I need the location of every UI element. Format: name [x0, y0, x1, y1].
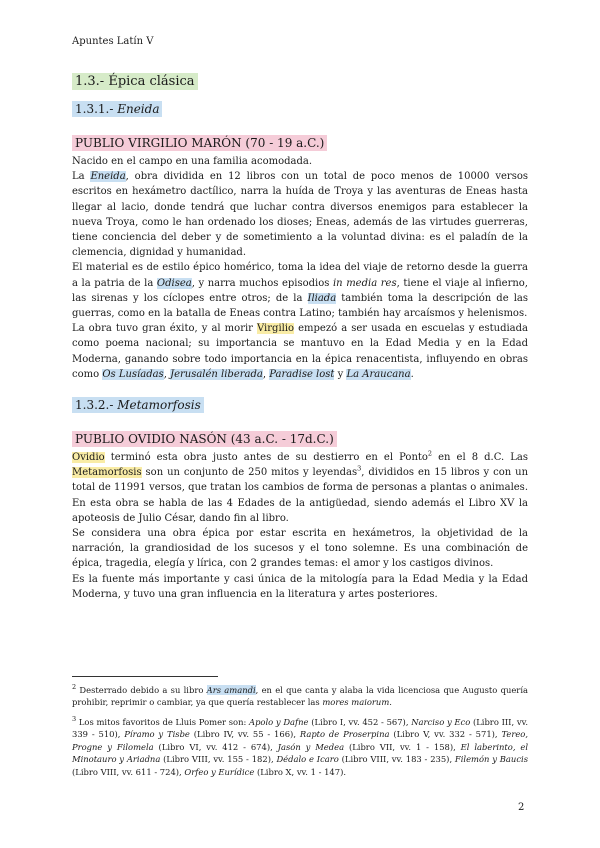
work-title-la-araucana: La Araucana [346, 368, 411, 380]
subsection-heading-metamorfosis [72, 397, 204, 413]
footnote-2: $^2$ Desterrado debido a su libro Ars amandi, en el que canta y alaba la vida licenciosa que Augusto quería prohibir, reprimir o cambiar, ya que quería restablecer las mores maiorum. [72, 683, 528, 708]
work-title-paradise-lost: Paradise lost [269, 368, 335, 380]
myth-filemon-y-baucis: Filemón y Baucis [454, 754, 528, 765]
paragraph-metamorfosis-genre: Se considera una obra épica por estar escrita en hexámetros, la objetividad de la narración, la grandiosidad de los sucesos y el tono solemne. Es una combinación de épica, tragedia, elegía y lírica, con 2 grandes temas: el amor y los castigos divinos. [72, 528, 528, 570]
name-ovidio: Ovidio [72, 452, 105, 464]
paragraph-eneida-summary: La Eneida, obra dividida en 12 libros con un total de poco menos de 10000 versos escritos en hexámetro dactílico, narra la huída de Troya y las aventuras de Eneas hasta llegar al lacio, donde tendrá que luchar contra diversos enemigos para establecer la nueva Troya, como le han ordenado los dioses; Eneas, además de las virtudes guerreras, tiene conciencia del deber y de sometimiento a la voluntad divina: es el paladín de la clemencia, dignidad y humanidad. [72, 171, 529, 259]
name-virgilio: Virgilio [257, 323, 295, 335]
phrase-in-media-res: in media res [332, 277, 397, 289]
work-title-ars-amandi: Ars amandi [206, 685, 256, 695]
myth-orfeo-y-euridice: Orfeo y Eurídice [184, 766, 255, 777]
work-title-iliada: Iliada [307, 292, 337, 304]
subsection-heading-eneida [72, 101, 162, 117]
document-body [72, 70, 528, 602]
work-title-os-lusiadas: Os Lusíadas [102, 368, 164, 380]
footnote-ref-3[interactable]: 3 [357, 464, 362, 473]
paragraph-virgilio-birth: Nacido en el campo en una familia acomodada. [72, 156, 313, 167]
author-heading-virgilio: PUBLIO VIRGILIO MARÓN (70 - 19 a.C.) [72, 135, 327, 151]
paragraph-eneida-legacy: La obra tuvo gran éxito, y al morir Virgilio empezó a ser usada en escuelas y estudiada como poema nacional; su importancia se mantuvo en la Edad Media y en la Edad Moderna, ganando sobre todo importancia en la épica renacentista, influyendo en obras como Os Lusíadas, Jerusalén liberada, Paradise lost y La Araucana. [72, 323, 528, 380]
subsection-number: 1.3.2.- [75, 398, 118, 413]
myth-dedalo-e-icaro: Dédalo e Icaro [276, 754, 339, 765]
phrase-mores-maiorum: mores maiorum [322, 697, 390, 708]
footnote-separator [72, 676, 218, 677]
footnote-3: $^3$ Los mitos favoritos de Lluis Pomer son: Apolo y Dafne (Libro I, vv. 452 - 567), Narciso y Eco (Libro III, vv. 339 - 510), Píramo y Tisbe (Libro IV, vv. 55 - 166), Rapto de Proserpina (Libro V, vv. 332 - 571), Tereo, Progne y Filomela (Libro VI, vv. 412 - 674), Jasón y Medea (Libro VII, vv. 1 - 158), El laberinto, el Minotauro y Ariadna (Libro VIII, vv. 155 - 182), Dédalo e Icaro (Libro VIII, vv. 183 - 235), Filemón y Baucis (Libro VIII, vv. 611 - 724), Orfeo y Eurídice (Libro X, vv. 1 - 147). [72, 715, 528, 777]
subsection-title: Eneida [117, 102, 160, 116]
footnote-number: 3 [72, 715, 77, 724]
myth-laberinto-minotauro-ariadna: El laberinto, el Minotauro y Ariadna [72, 741, 528, 765]
page-number: 2 [518, 802, 525, 813]
page-header: Apuntes Latín V [72, 36, 154, 47]
myth-apolo-y-dafne: Apolo y Dafne [249, 717, 309, 727]
footnote-number: 2 [72, 683, 77, 692]
work-title-jerusalen-liberada: Jerusalén liberada [170, 368, 263, 380]
author-heading-ovidio: PUBLIO OVIDIO NASÓN (43 a.C. - 17d.C.) [72, 431, 337, 447]
myth-piramo-y-tisbe: Píramo y Tisbe [124, 729, 190, 740]
paragraph-eneida-style: El material es de estilo épico homérico, toma la idea del viaje de retorno desde la guerra a la patria de la Odisea, y narra muchos episodios in media res, tiene el viaje al infierno, las sirenas y los cíclopes entre otros; de la Iliada también toma la descripción de las guerras, como en la batalla de Eneas contra Latino; también hay arcaísmos y helenismos. [72, 262, 528, 320]
paragraph-metamorfosis-summary: Ovidio terminó esta obra justo antes de su destierro en el Ponto$^2$ en el 8 d.C. Las Metamorfosis son un conjunto de 250 mitos y leyendas$^3$, divididos en 15 libros y con un total de 11991 versos, que tratan los cambios de forma de personas a plantas o animales. En esta obra se habla de las 4 Edades de la antigüedad, siendo además el Libro XV la apoteosis de Julio César, dando fin al libro. [72, 449, 529, 524]
myth-tereo-progne-filomela: Tereo, Progne y Filomela [72, 729, 528, 752]
work-title-eneida: Eneida [90, 171, 126, 183]
footnote-ref-2[interactable]: 2 [427, 449, 433, 458]
myth-narciso-y-eco: Narciso y Eco [411, 717, 471, 727]
subsection-title: Metamorfosis [117, 398, 201, 413]
paragraph-metamorfosis-influence: Es la fuente más importante y casi única de la mitología para la Edad Media y la Edad Moderna, y tuvo una gran influencia en la literatura y artes posteriores. [72, 573, 528, 600]
subsection-number: 1.3.1.- [75, 102, 118, 116]
section-heading-epica-clasica: 1.3.- Épica clásica [72, 73, 198, 90]
work-title-odisea: Odisea [156, 277, 192, 289]
work-title-metamorfosis: Metamorfosis [72, 467, 142, 479]
myth-rapto-de-proserpina: Rapto de Proserpina [299, 729, 390, 740]
myth-jason-y-medea: Jasón y Medea [277, 741, 345, 752]
